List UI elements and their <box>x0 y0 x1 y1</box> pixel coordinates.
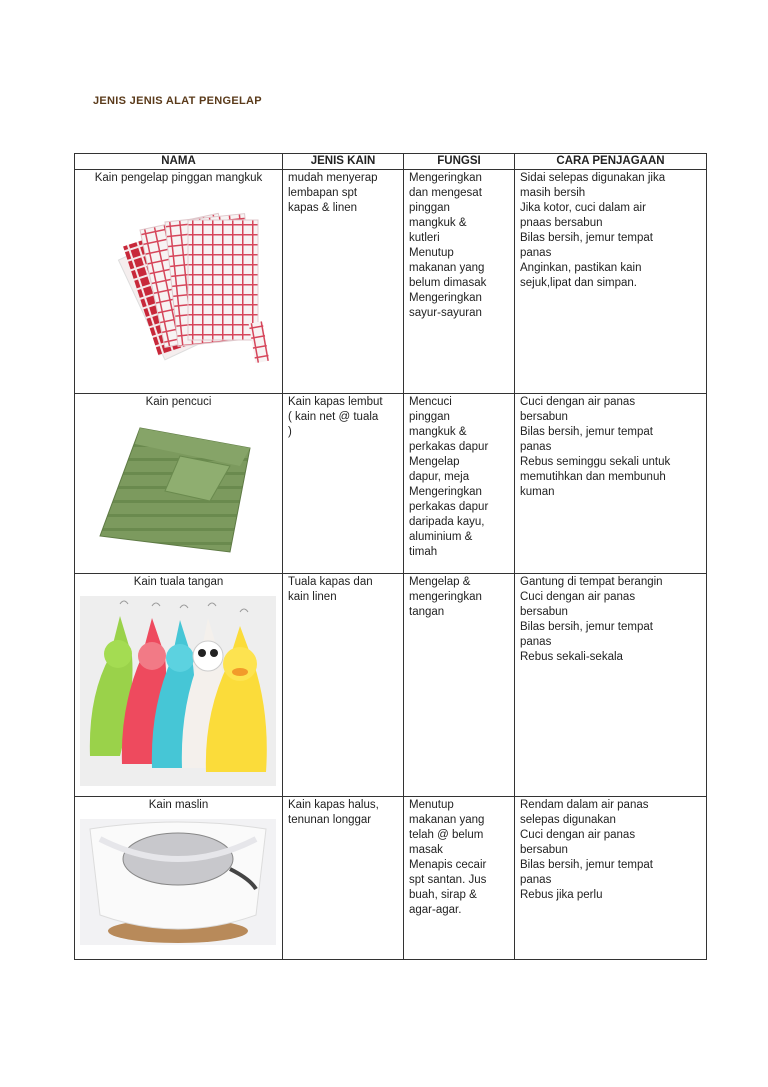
header-fungsi: FUNGSI <box>404 154 515 170</box>
table-row <box>75 170 707 394</box>
item-name: Kain pengelap pinggan mangkuk <box>94 172 263 184</box>
table-row <box>75 394 707 574</box>
cell-fungsi: Mengeringkan dan mengesat pinggan mangkuk & kutleri Menutup makanan yang belum dimasak Mengeringkan sayur-sayuran <box>404 170 515 394</box>
cell-nama <box>75 170 283 394</box>
hanging-hand-towels-photo <box>80 596 276 786</box>
header-nama: NAMA <box>75 154 283 170</box>
cell-nama <box>75 574 283 797</box>
table-row <box>75 574 707 797</box>
table-row <box>75 797 707 960</box>
cell-fungsi: Mengelap & mengeringkan tangan <box>404 574 515 797</box>
cell-cara-penjagaan: Rendam dalam air panas selepas digunakan Cuci dengan air panas bersabun Bilas bersih, jemur tempat panas Rebus jika perlu <box>515 797 707 960</box>
cell-fungsi: Mencuci pinggan mangkuk & perkakas dapur Mengelap dapur, meja Mengeringkan perkakas dapur daripada kayu, aluminium & timah <box>404 394 515 574</box>
cell-cara-penjagaan: Sidai selepas digunakan jika masih bersih Jika kotor, cuci dalam air pnaas bersabun Bilas bersih, jemur tempat panas Anginkan, pastikan kain sejuk,lipat dan simpan. <box>515 170 707 394</box>
checkered-dish-towels-photo <box>80 192 276 382</box>
item-name: Kain tuala tangan <box>133 576 224 588</box>
header-cara-penjagaan: CARA PENJAGAAN <box>515 154 707 170</box>
cell-jenis-kain: Tuala kapas dan kain linen <box>283 574 404 797</box>
page-title: JENIS JENIS ALAT PENGELAP <box>93 95 262 107</box>
cell-fungsi: Menutup makanan yang telah @ belum masak Menapis cecair spt santan. Jus buah, sirap & agar-agar. <box>404 797 515 960</box>
green-cleaning-cloth-photo <box>80 416 276 556</box>
cell-nama <box>75 394 283 574</box>
cell-jenis-kain: Kain kapas halus, tenunan longgar <box>283 797 404 960</box>
alat-pengelap-table <box>74 153 707 960</box>
cell-jenis-kain: mudah menyerap lembapan spt kapas & linen <box>283 170 404 394</box>
table-header-row <box>75 154 707 170</box>
cell-cara-penjagaan: Cuci dengan air panas bersabun Bilas bersih, jemur tempat panas Rebus seminggu sekali untuk memutihkan dan membunuh kuman <box>515 394 707 574</box>
header-jenis-kain: JENIS KAIN <box>283 154 404 170</box>
item-name: Kain maslin <box>148 799 209 811</box>
muslin-strainer-photo <box>80 819 276 945</box>
item-name: Kain pencuci <box>145 396 212 408</box>
cell-cara-penjagaan: Gantung di tempat berangin Cuci dengan air panas bersabun Bilas bersih, jemur tempat panas Rebus sekali-sekala <box>515 574 707 797</box>
cell-nama <box>75 797 283 960</box>
cell-jenis-kain: Kain kapas lembut ( kain net @ tuala ) <box>283 394 404 574</box>
